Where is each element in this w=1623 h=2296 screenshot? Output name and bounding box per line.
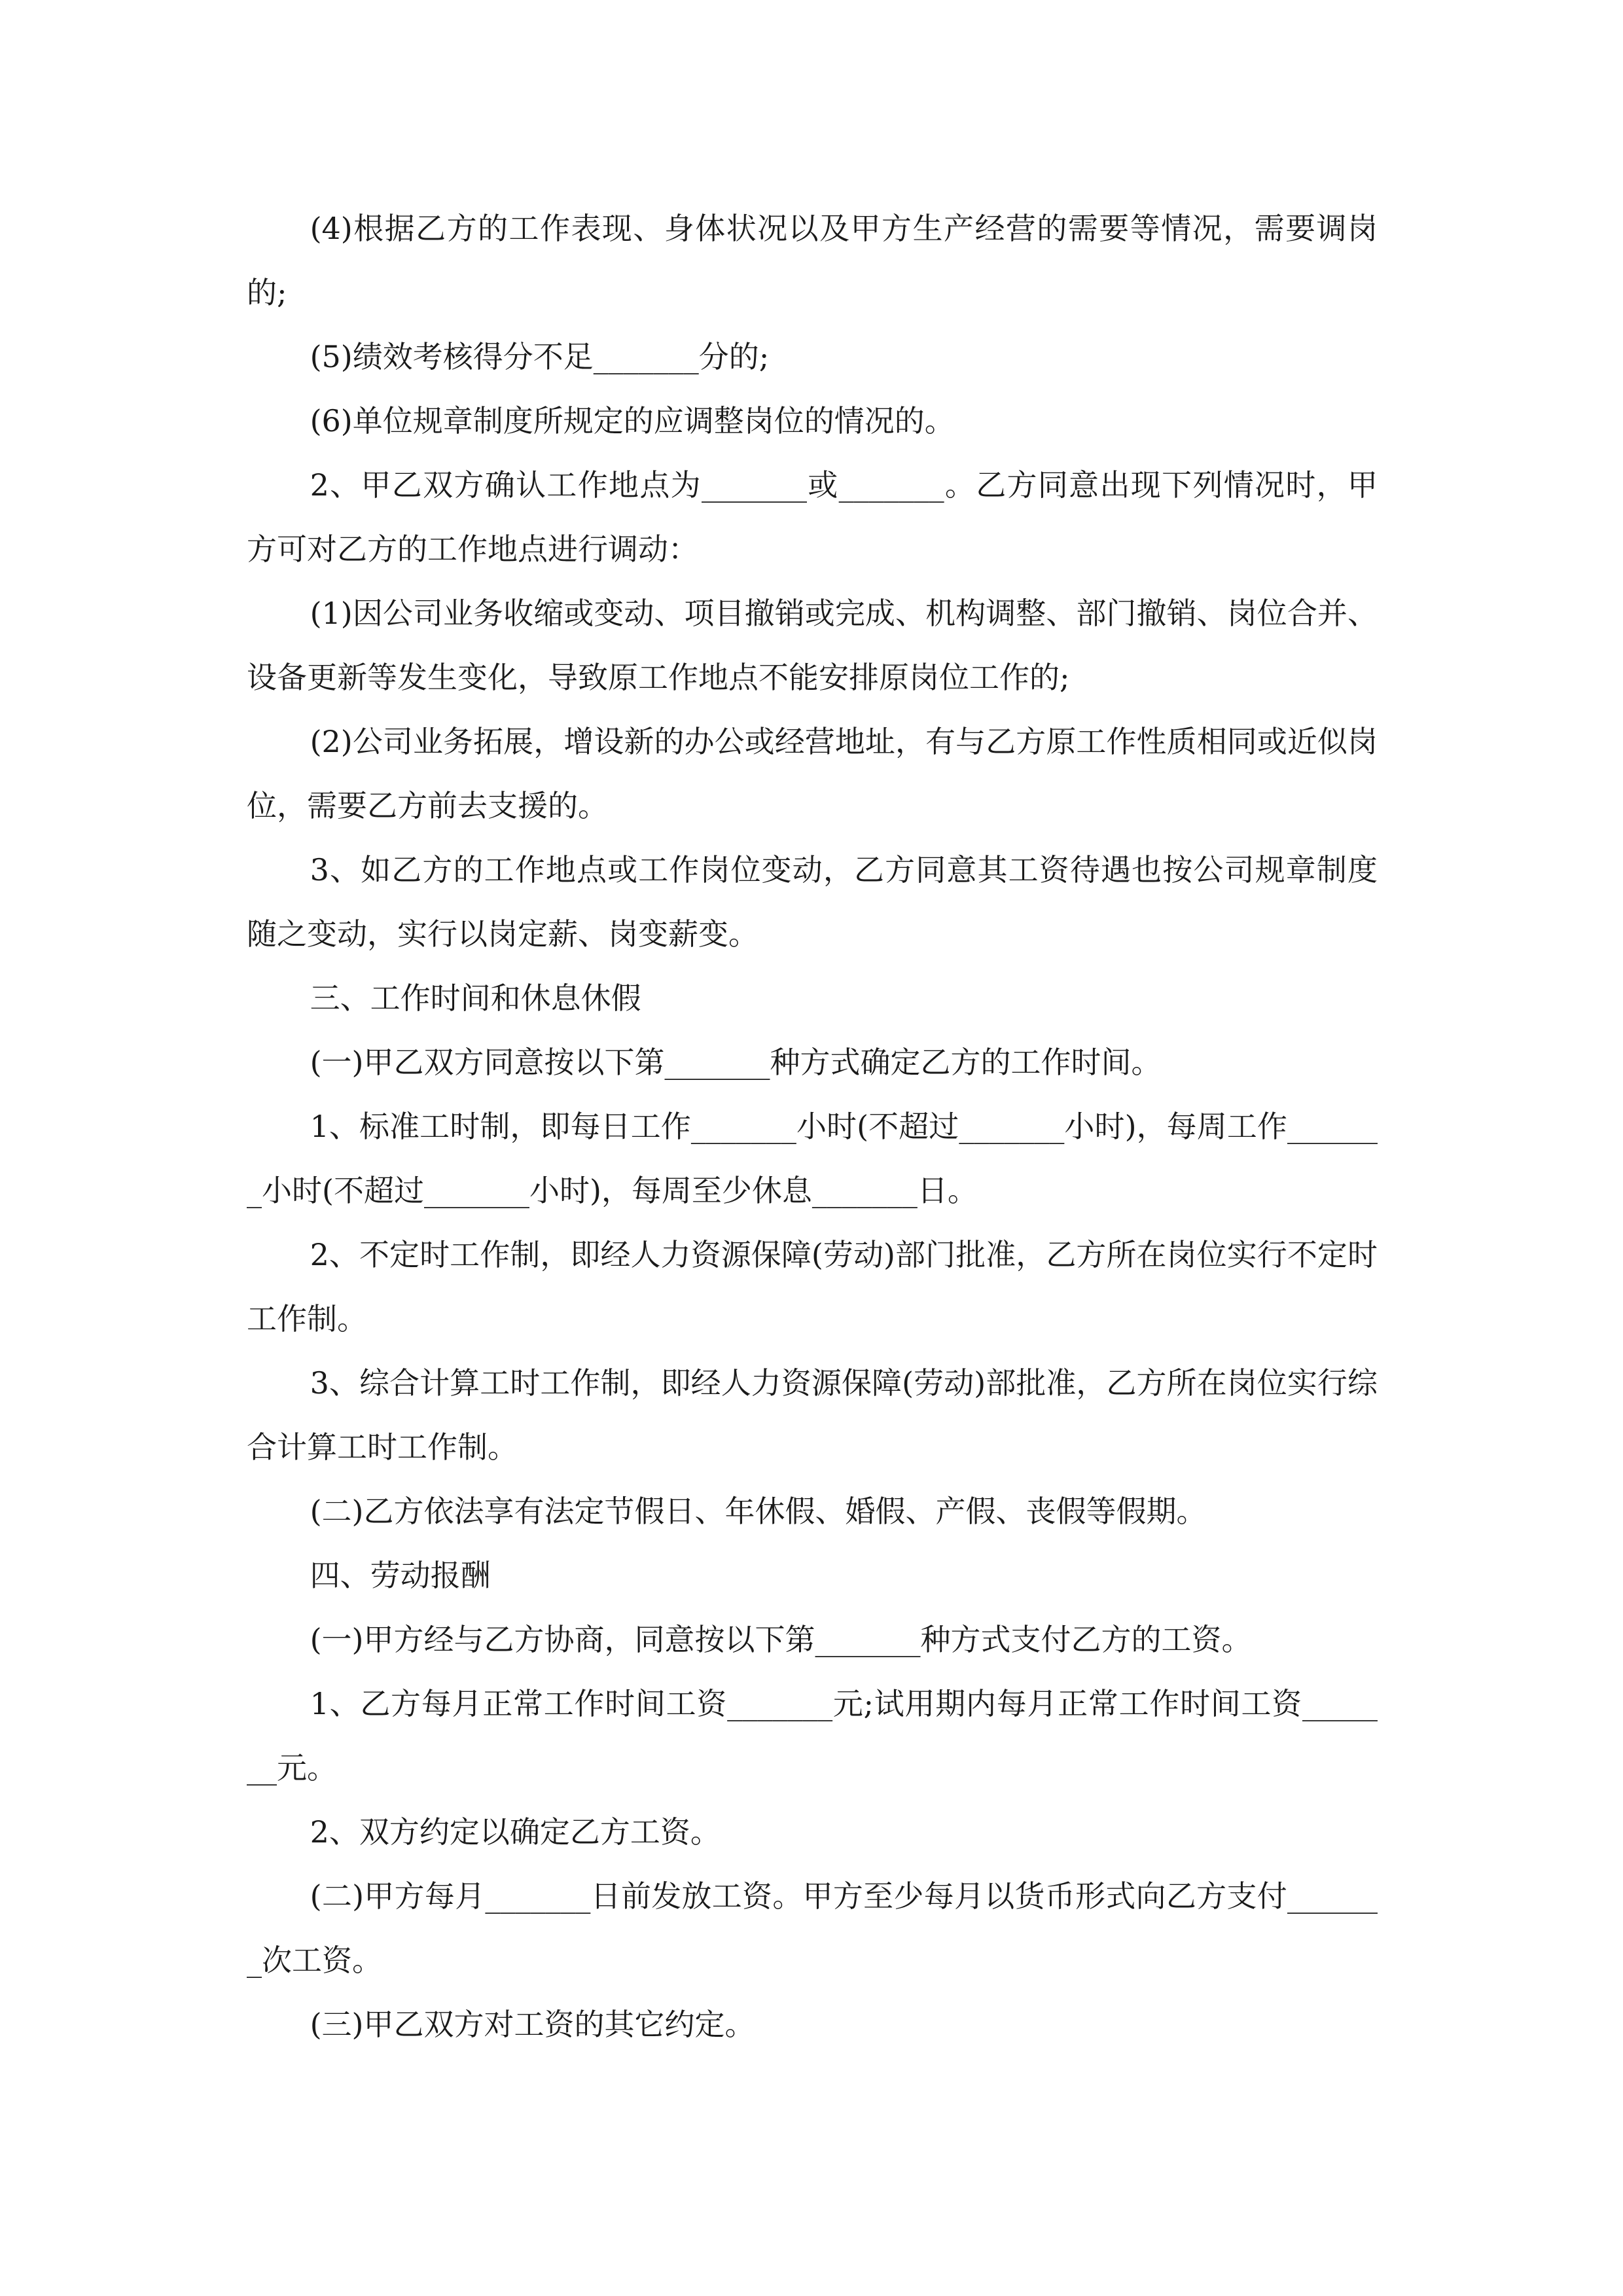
heading-remuneration: 四、劳动报酬 <box>310 1558 491 1593</box>
paragraph-monthly-salary: 1、乙方每月正常工作时间工资_______元;试用期内每月正常工作时间工资_______元。 <box>247 1686 1378 1785</box>
paragraph-flexible-hours: 2、不定时工作制，即经人力资源保障(劳动)部门批准，乙方所在岗位实行不定时工作制。 <box>247 1237 1378 1336</box>
paragraph-holidays: (二)乙方依法享有法定节假日、年休假、婚假、产假、丧假等假期。 <box>310 1494 1207 1529</box>
paragraph-standard-hours: 1、标准工时制，即每日工作_______小时(不超过_______小时)，每周工作_______小时(不超过_______小时)，每周至少休息_______日。 <box>247 1109 1378 1208</box>
paragraph-clause-4-job-adjustment: (4)根据乙方的工作表现、身体状况以及甲方生产经营的需要等情况，需要调岗的; <box>247 211 1378 310</box>
paragraph-payment-method: (一)甲方经与乙方协商，同意按以下第_______种方式支付乙方的工资。 <box>310 1622 1252 1657</box>
paragraph-pay-date: (二)甲方每月_______日前发放工资。甲方至少每月以货币形式向乙方支付_______次工资。 <box>247 1878 1378 1978</box>
heading-work-time-and-leave: 三、工作时间和休息休假 <box>310 980 641 1016</box>
document-body <box>247 196 1378 2056</box>
paragraph-clause-6-company-rules: (6)单位规章制度所规定的应调整岗位的情况的。 <box>310 403 955 439</box>
paragraph-clause-5-performance-score: (5)绩效考核得分不足_______分的; <box>310 339 770 374</box>
paragraph-location-clause-1: (1)因公司业务收缩或变动、项目撤销或完成、机构调整、部门撤销、岗位合并、设备更新等发生变化，导致原工作地点不能安排原岗位工作的; <box>247 596 1378 695</box>
paragraph-section-2-work-location: 2、甲乙双方确认工作地点为_______或_______。乙方同意出现下列情况时，甲方可对乙方的工作地点进行调动： <box>247 467 1378 567</box>
paragraph-salary-agreement: 2、双方约定以确定乙方工资。 <box>310 1814 721 1850</box>
paragraph-comprehensive-hours: 3、综合计算工时工作制，即经人力资源保障(劳动)部批准，乙方所在岗位实行综合计算工时工作制。 <box>247 1365 1378 1465</box>
paragraph-work-time-method: (一)甲乙双方同意按以下第_______种方式确定乙方的工作时间。 <box>310 1045 1162 1080</box>
paragraph-location-clause-2: (2)公司业务拓展，增设新的办公或经营地址，有与乙方原工作性质相同或近似岗位，需要乙方前去支援的。 <box>247 724 1378 823</box>
paragraph-other-salary-terms: (三)甲乙双方对工资的其它约定。 <box>310 2007 755 2042</box>
paragraph-section-3-salary-change: 3、如乙方的工作地点或工作岗位变动，乙方同意其工资待遇也按公司规章制度随之变动，实行以岗定薪、岗变薪变。 <box>247 852 1378 952</box>
